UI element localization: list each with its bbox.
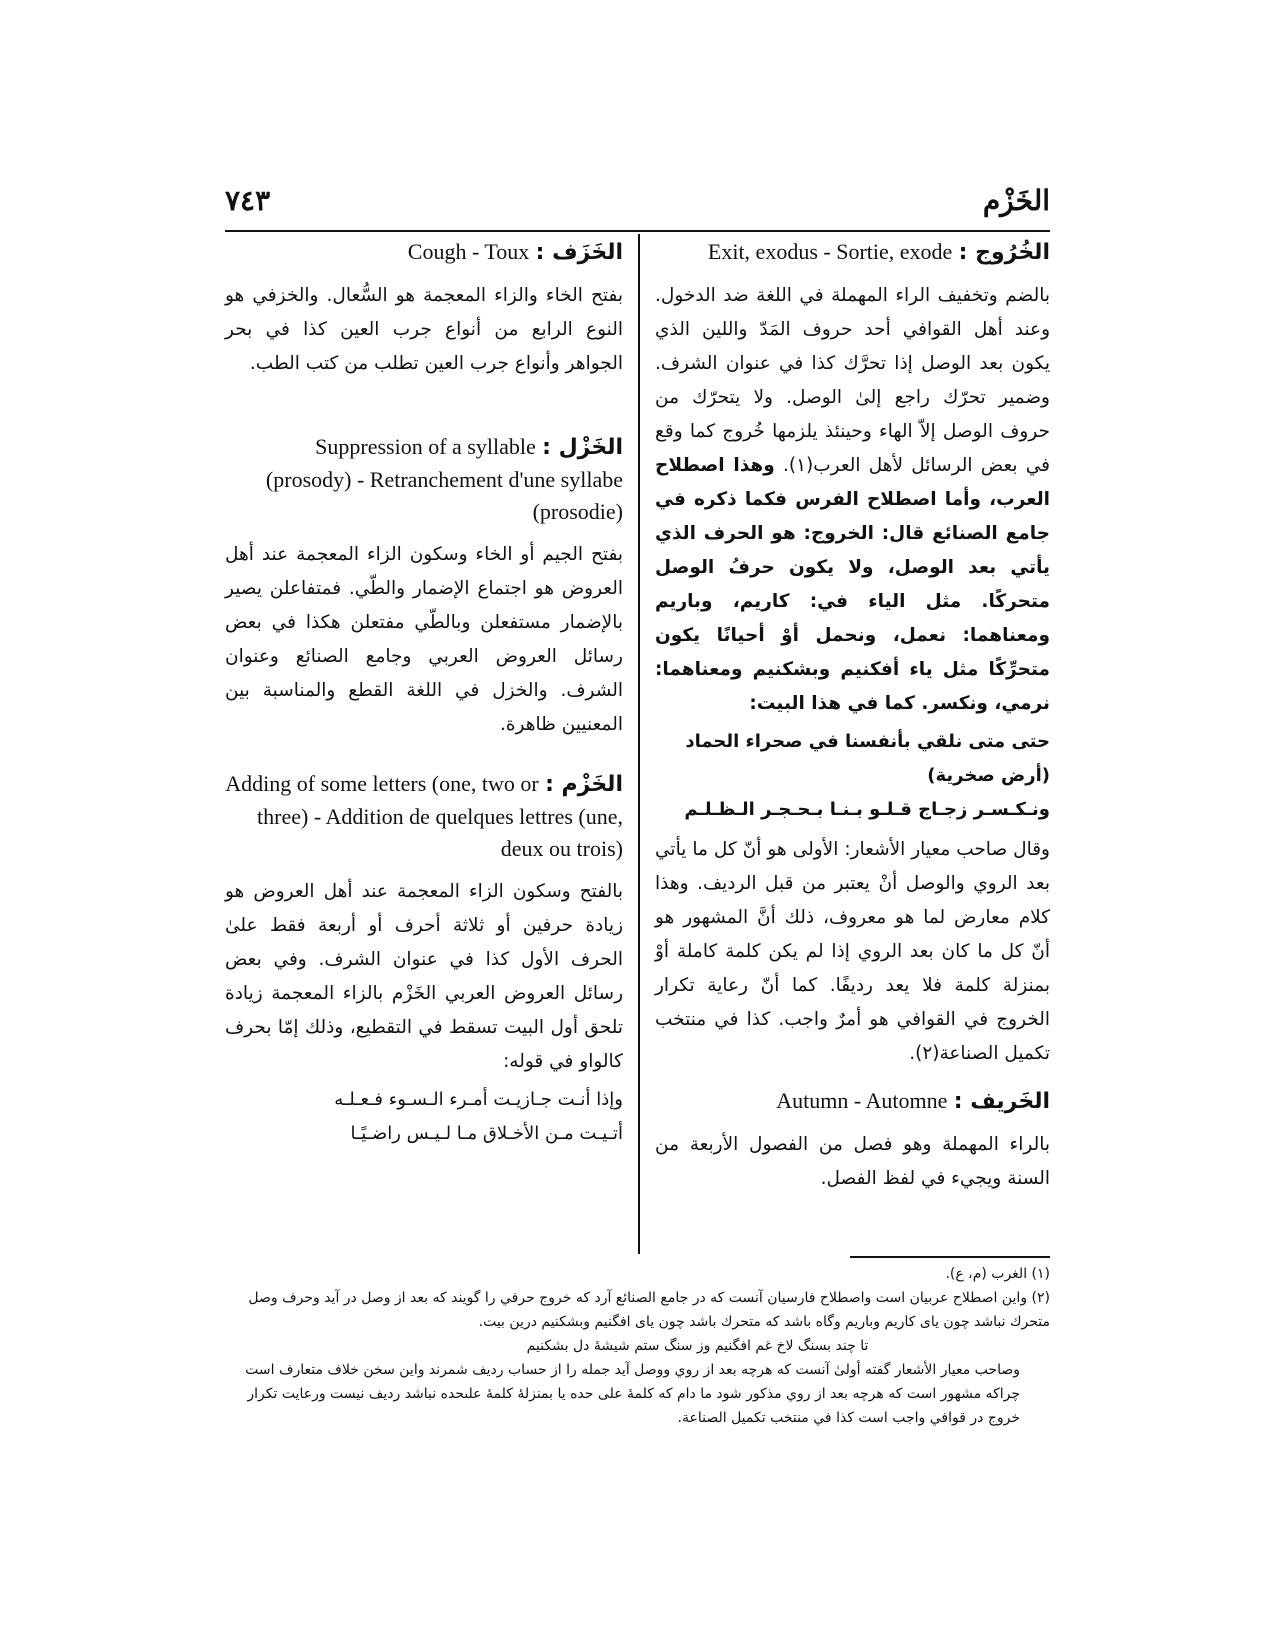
verse-line: وإذا أنـت جـازيـت أمـرء الـسـوء فـعـلـه	[334, 1089, 623, 1110]
verse-line: أتـيـت مـن الأخـلاق مـا لـيـس راضـيًـا	[350, 1123, 623, 1144]
column-divider	[638, 234, 640, 1254]
page-header	[225, 184, 1050, 224]
gloss: Cough - Toux	[407, 239, 530, 264]
headword: الخَزْم :	[545, 772, 623, 797]
entry-body: بالراء المهملة وهو فصل من الفصول الأربعة من السنة ويجيء في لفظ الفصل.	[655, 1134, 1050, 1189]
headword: الخُرُوج :	[958, 240, 1050, 265]
footnote-verse: تا چند بسنگ لاخ غم افگنيم وز سنگ ستم شيشهٔ دل بشكنيم	[526, 1338, 869, 1354]
verse-line: حتى متى نلقي بأنفسنا في صحراء الحماد (أرض صخرية)	[685, 731, 1050, 786]
entry-text-bold: وهذا اصطلاح العرب، وأما اصطلاح الفرس فكما ذكره في جامع الصنائع قال: الخروج: هو الحرف الذي يأتي بعد الوصل، ولا يكون حرفُ الوصل متحركًا. مثل الياء في: كاريم، وباريم ومعناهما: نعمل، ونحمل أوْ أحيانًا يكون متحرِّكًا مثل ياء أفكنيم وبشكنيم ومعناهما: نرمي، ونكسر. كما في هذا البيت:	[655, 455, 1050, 714]
verse	[655, 725, 1050, 827]
running-title: الخَزْم	[982, 184, 1050, 217]
gloss: Suppression of a syllable (prosody) - Retranchement d'une syllabe (prosodie)	[265, 434, 623, 524]
entry-body: بفتح الجيم أو الخاء وسكون الزاء المعجمة عند أهل العروض هو اجتماع الإضمار والطّي. فمتفاعلن يصير بالإضمار مستفعلن وبالطّي مفتعلن هكذا في بعض رسائل العروض العربي وجامع الصنائع وعنوان الشرف. والخزل في اللغة القطع والمناسبة بين المعنيين ظاهرة.	[225, 544, 623, 735]
gloss: Adding of some letters (one, two or three) - Addition de quelques lettres (une, deux ou trois)	[225, 771, 623, 861]
entry-body	[655, 279, 1050, 721]
entry-body: بفتح الخاء والزاء المعجمة هو السُّعال. والخزفي هو النوع الرابع من أنواع جرب العين كذا في بحر الجواهر وأنواع جرب العين تطلب من كتب الطب.	[225, 285, 623, 374]
entry-heading-khazaf	[225, 236, 623, 269]
footnote-2-cont: وصاحب معيار الأشعار گفته أولىٰ آنست كه هرچه بعد از روي ووصل آيد جمله را از حساب رديف شمرند واين سخن خلاف متعارف است چراكه مشهور است كه هرچه بعد از روي مذكور شود ما دام كه كلمهٔ على حده يا بمنزلهٔ كلمهٔ علىحده نباشد رديف نيست ورعايت تكرار خروج در قوافي واجب است كذا في منتخب تكميل الصناعة.	[245, 1362, 1020, 1426]
entry-body: بالفتح وسكون الزاء المعجمة عند أهل العروض هو زيادة حرفين أو ثلاثة أحرف أو أربعة فقط علىٰ الحرف الأول كذا في عنوان الشرف. وفي بعض رسائل العروض العربي الخَزْم بالزاء المعجمة زيادة تلحق أول البيت تسقط في التقطيع، وذلك إمّا بحرف كالواو في قوله:	[225, 881, 623, 1072]
entry-heading-kharif	[655, 1085, 1050, 1118]
entry-body: وقال صاحب معيار الأشعار: الأولى هو أنّ كل ما يأتي بعد الروي والوصل أنْ يعتبر من قبل الرديف. وهذا كلام معارض لما هو معروف، ذلك أنَّ المشهور هو أنّ كل ما كان بعد الروي إذا لم يكن كلمة كاملة أوْ بمنزلة كلمة فلا يعد رديفًا. كما أنّ رعاية تكرار الخروج في القوافي هو أمرٌ واجب. كذا في منتخب تكميل الصناعة(٢).	[655, 839, 1050, 1064]
verse-line: ونـكـسـر زجـاج قـلـو بـنـا بـحـجـر الـظـلـم	[684, 799, 1050, 820]
entry-heading-khazl	[225, 431, 623, 528]
right-column	[655, 236, 1050, 1222]
left-column	[225, 236, 623, 1155]
header-rule	[225, 230, 1050, 232]
page-number: ٧٤٣	[225, 184, 271, 217]
headword: الخَزْل :	[542, 435, 623, 460]
gloss: Exit, exodus - Sortie, exode	[707, 239, 953, 264]
gloss: Autumn - Automne	[776, 1088, 948, 1113]
entry-heading-khuruj	[655, 236, 1050, 269]
footnote-1: (١) الغرب (م، ع).	[945, 1266, 1050, 1282]
entry-text-plain: بالضم وتخفيف الراء المهملة في اللغة ضد الدخول. وعند أهل القوافي أحد حروف المَدّ واللين الذي يكون بعد الوصل إذا تحرَّك كذا في عنوان الشرف. وضمير تحرّك راجع إلىٰ الوصل. ولا يتحرّك من حروف الوصل إلاّ الهاء وحينئذ يلزمها خُروج كما وقع في بعض الرسائل لأهل العرب(١).	[655, 285, 1050, 476]
footnote-2: (٢) واين اصطلاح عربيان است واصطلاح فارسيان آنست كه در جامع الصنائع آرد كه خروج حرفي را گويند كه بعد از وصل در آيد وحرف وصل متحرك نباشد چون ياى كاريم وباريم وگاه باشد كه متحرك باشد چون ياى افگنيم وبشكنيم درين بيت.	[248, 1290, 1050, 1330]
entry-heading-khazm	[225, 768, 623, 865]
footnote-rule	[850, 1256, 1050, 1258]
footnotes	[225, 1262, 1050, 1430]
headword: الخَريف :	[953, 1089, 1050, 1114]
headword: الخَزَف :	[535, 240, 623, 265]
verse	[225, 1083, 623, 1151]
